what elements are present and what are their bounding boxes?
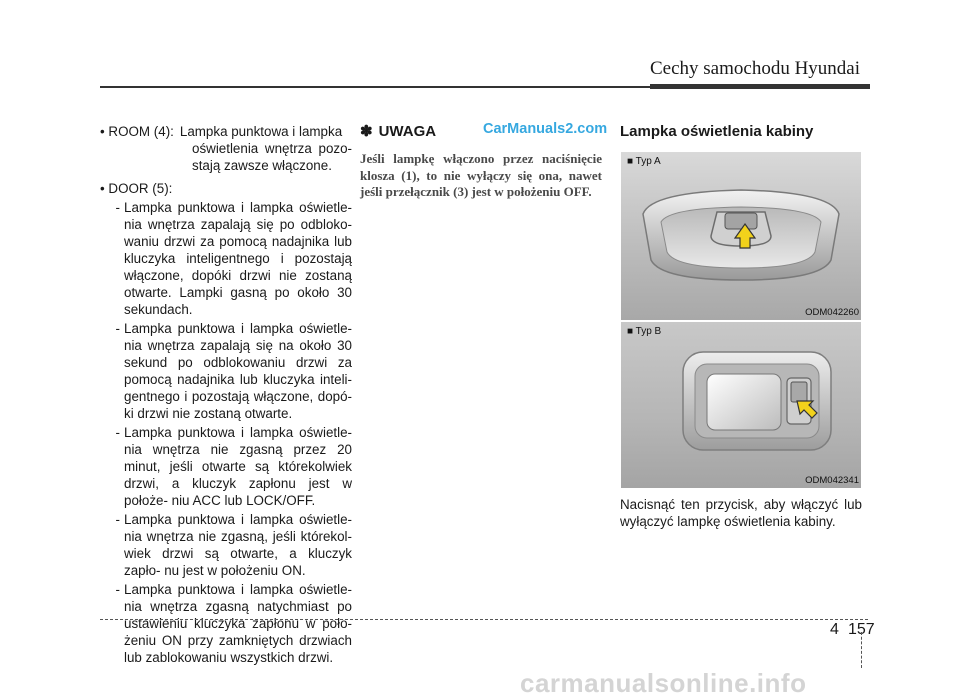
dash-bullet: - [115,321,120,336]
chapter-number: 4 [830,621,839,638]
room-item [100,123,352,140]
room-text: Lampka punktowa i lampka [179,124,343,139]
dash-bullet: - [115,512,120,527]
header-accent-bar [650,84,870,89]
section-title: Lampka oświetlenia kabiny [620,123,814,140]
door-item-text: Lampka punktowa i lampka oświetle- nia wnętrza zgasną natychmiast po ustawieniu kluczyka zapłonu w poło- żeniu ON przy zamkniętych drzwiach lub zablokowaniu wszystkich drzwi. [124,582,352,665]
room-text-cont: oświetlenia wnętrza pozo- stają zawsze włączone. [192,141,352,173]
site-watermark: carmanualsonline.info [520,668,807,698]
column-right [620,123,862,140]
figure-b-code: ODM042341 [805,475,859,486]
figure-type-a [621,152,861,320]
figure-a-label: ■ Typ A [627,156,661,167]
dash-bullet: - [115,200,120,215]
figure-a-code: ODM042260 [805,307,859,318]
dash-bullet: - [115,582,120,597]
footer-vertical-rule [861,632,862,668]
dash-bullet: - [115,425,120,440]
door-list-item [100,199,352,318]
door-item-text: Lampka punktowa i lampka oświetle- nia wnętrza zapalają się po odbloko- waniu drzwi za pomocą nadajnika lub kluczyka inteligentnego i pozostają włączone, dopóki drzwi nie zostaną otwarte. Lampki gasną po około 30 sekundach. [124,200,352,317]
page-header-title: Cechy samochodu Hyundai [649,58,860,79]
door-list-item [100,581,352,666]
dome-lamp-a-illustration [621,152,861,320]
door-list [100,199,352,666]
caution-title: UWAGA [378,123,437,140]
column-left [100,123,352,666]
footer-rule [100,619,868,620]
page-number: 157 [848,621,875,638]
door-item-text: Lampka punktowa i lampka oświetle- nia wnętrza nie zgasną przez 20 minut, jeśli otwarte są którekolwiek drzwi, a kluczyk zapłonu jest w położe- niu ACC lub LOCK/OFF. [124,425,352,508]
caution-symbol-icon: ✽ [360,123,373,140]
door-item-text: Lampka punktowa i lampka oświetle- nia wnętrza nie zgasną, jeśli którekol- wiek drzwi są otwarte, a kluczyk zapło- nu jest w położeniu ON. [124,512,352,578]
caution-text: Jeśli lampkę włączono przez naciśnięcie klosza (1), to nie wyłączy się ona, nawet jeśli przełącznik (3) jest w położeniu OFF. [360,151,602,199]
watermark-logo: CarManuals2.com [483,121,608,137]
room-label: • ROOM (4): [100,124,174,139]
figure-b-label: ■ Typ B [627,326,662,337]
door-item-text: Lampka punktowa i lampka oświetle- nia wnętrza zapalają się na około 30 sekund po odblokowaniu drzwi za pomocą nadajnika lub kluczyka inteli- gentnego i pozostają włączone, dopó- ki drzwi nie zostaną otwarte. [124,321,352,421]
figure-type-b [621,322,861,488]
door-list-item [100,424,352,509]
door-label: • DOOR (5): [100,181,173,196]
figure-caption: Nacisnąć ten przycisk, aby włączyć lub wyłączyć lampkę oświetlenia kabiny. [620,497,862,529]
dome-lamp-b-illustration [621,322,861,488]
door-list-item [100,511,352,579]
door-list-item [100,320,352,422]
